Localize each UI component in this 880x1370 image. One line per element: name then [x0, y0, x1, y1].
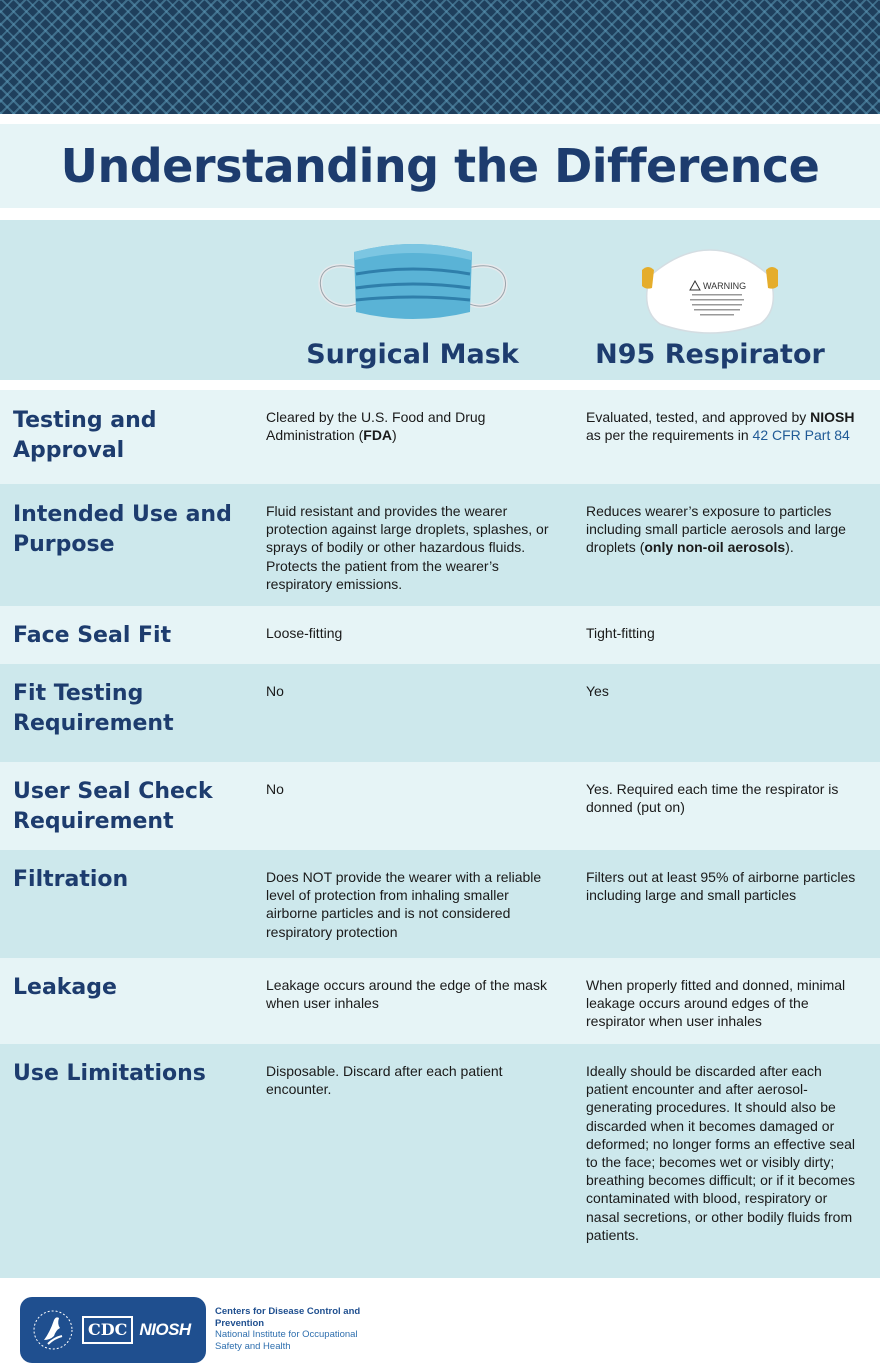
page-title: Understanding the Difference: [60, 139, 820, 193]
n95-cell: Reduces wearer’s exposure to particles including small particle aerosols and large droplets (only non-oil aerosols).: [586, 503, 846, 556]
table-row: [0, 484, 880, 606]
surgical-mask-column-header: [280, 220, 545, 380]
row-label: Use Limitations: [13, 1061, 206, 1086]
surgical-cell: No: [266, 781, 284, 797]
surgical-cell: No: [266, 683, 284, 699]
title-band: [0, 124, 880, 208]
niosh-logo-text: NIOSH: [139, 1320, 191, 1339]
n95-respirator-column-header: [585, 220, 835, 380]
row-label: Face Seal Fit: [13, 623, 172, 648]
row-label: User Seal Check Requirement: [13, 779, 213, 834]
niosh-org-name: National Institute for Occupational Safety and Health: [215, 1329, 358, 1352]
row-label: Intended Use and Purpose: [13, 502, 232, 557]
row-label: Fit Testing Requirement: [13, 681, 174, 736]
surgical-cell: Fluid resistant and provides the wearer protection against large droplets, splashes, or sprays of bodily or other hazardous fluids. Protects the patient from the wearer’s respiratory emissions.: [266, 503, 549, 592]
n95-cell: Filters out at least 95% of airborne particles including large and small particles: [586, 869, 856, 904]
n95-respirator-image: [620, 230, 800, 335]
surgical-cell: Cleared by the U.S. Food and Drug Administration (FDA): [266, 409, 486, 444]
n95-respirator-heading: N95 Respirator: [595, 339, 825, 370]
cdc-niosh-logo[interactable]: [20, 1297, 206, 1363]
cfr-link[interactable]: 42 CFR Part 84: [752, 427, 850, 444]
table-row: [0, 1044, 880, 1278]
row-label: Testing and Approval: [13, 408, 157, 463]
row-label: Filtration: [13, 867, 129, 892]
cdc-org-name: Centers for Disease Control and Prevention: [215, 1306, 361, 1329]
surgical-mask-heading: Surgical Mask: [306, 339, 519, 370]
cdc-logo-text: CDC: [82, 1316, 133, 1344]
n95-cell: Tight-fitting: [586, 625, 655, 641]
warning-label: WARNING: [703, 281, 747, 291]
n95-cell: When properly fitted and donned, minimal leakage occurs around edges of the respirator when user inhales: [586, 977, 846, 1030]
footer-organization: [215, 1306, 375, 1352]
hhs-eagle-icon: [32, 1306, 74, 1354]
surgical-cell: Does NOT provide the wearer with a reliable level of protection from inhaling smaller airborne particles and is not considered respiratory protection: [266, 869, 542, 940]
row-label: Leakage: [13, 975, 117, 1000]
n95-cell: Yes. Required each time the respirator is donned (put on): [586, 781, 839, 816]
comparison-table: [0, 390, 880, 1278]
surgical-mask-image: [308, 230, 518, 335]
n95-cell: Evaluated, tested, and approved by NIOSH as per the requirements in 42 CFR Part 84: [586, 409, 855, 444]
table-row: [0, 664, 880, 762]
surgical-cell: Disposable. Discard after each patient encounter.: [266, 1063, 503, 1098]
decorative-pattern-banner: [0, 0, 880, 114]
table-row: [0, 762, 880, 850]
table-row: [0, 958, 880, 1044]
table-row: [0, 850, 880, 958]
surgical-cell: Loose-fitting: [266, 625, 343, 641]
table-row: [0, 606, 880, 664]
n95-cell: Ideally should be discarded after each patient encounter and after aerosol-generating procedures. It should also be discarded when it becomes damaged or deformed; no longer forms an effective seal to the face; becomes wet or visibly dirty; breathing becomes difficult; or if it becomes contaminated with blood, respiratory or nasal secretions, or other bodily fluids from patients.: [586, 1063, 856, 1243]
table-row: [0, 390, 880, 484]
column-header-band: [0, 220, 880, 380]
surgical-cell: Leakage occurs around the edge of the mask when user inhales: [266, 977, 547, 1012]
n95-cell: Yes: [586, 683, 609, 699]
